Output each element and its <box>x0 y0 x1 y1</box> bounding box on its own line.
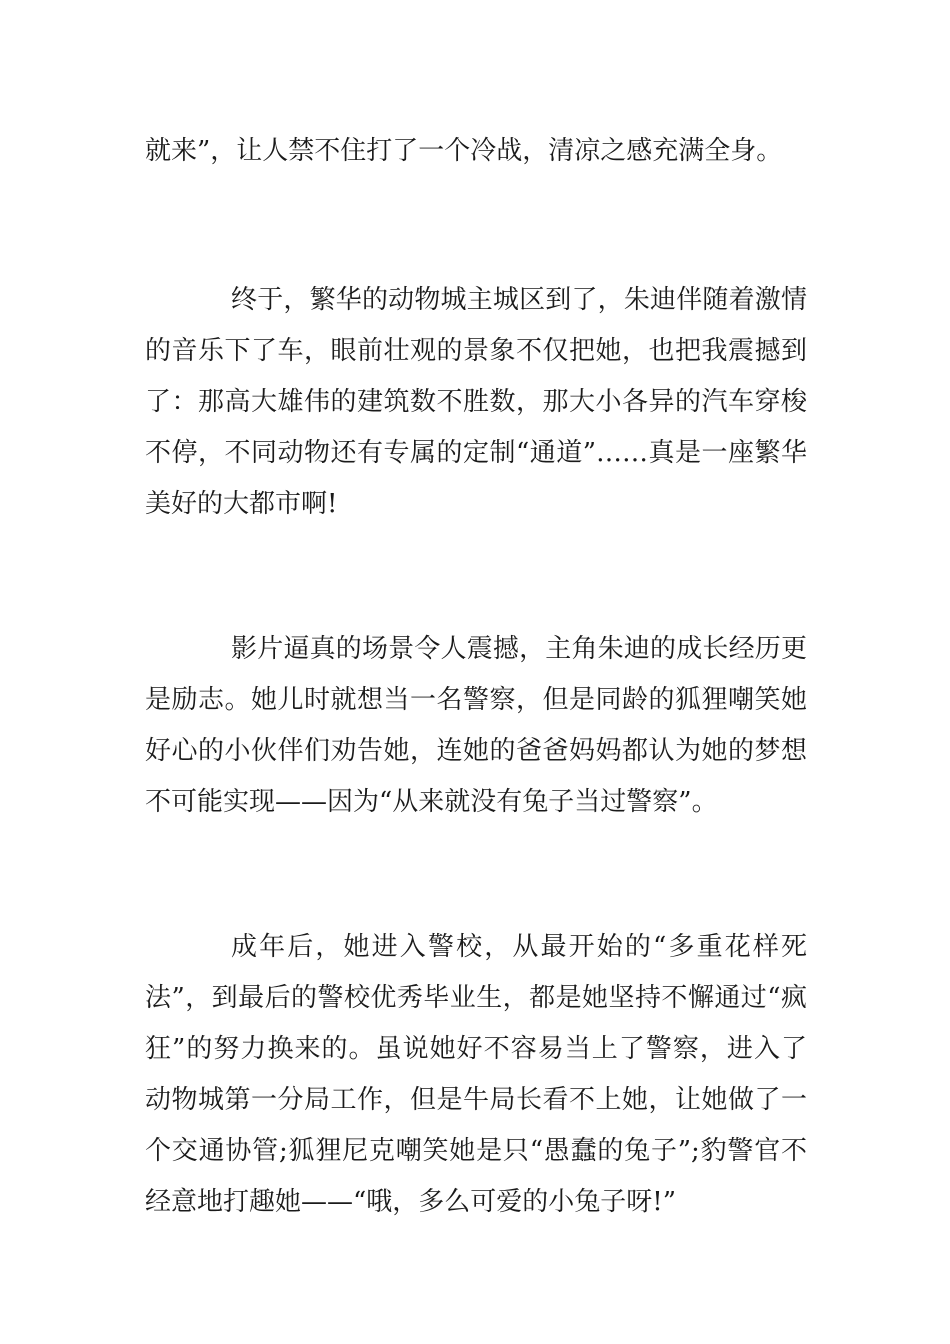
paragraph-judy-childhood: 影片逼真的场景令人震撼，主角朱迪的成长经历更是励志。她儿时就想当一名警察，但是同龄的狐狸嘲笑她好心的小伙伴们劝告她，连她的爸爸妈妈都认为她的梦想不可能实现——因为“从来就没有兔子当过警察”。 <box>145 634 807 817</box>
paragraph-judy-police-career: 成年后，她进入警校，从最开始的“多重花样死法”，到最后的警校优秀毕业生，都是她坚持不懈通过“疯狂”的努力换来的。虽说她好不容易当上了警察，进入了动物城第一分局工作，但是牛局长看不上她，让她做了一个交通协管;狐狸尼克嘲笑她是只“愚蠢的兔子”;豹警官不经意地打趣她——“哦，多么可爱的小兔子呀!” <box>145 932 807 1217</box>
paragraph-city-arrival: 终于，繁华的动物城主城区到了，朱迪伴随着激情的音乐下了车，眼前壮观的景象不仅把她，也把我震撼到了：那高大雄伟的建筑数不胜数，那大小各异的汽车穿梭不停，不同动物还有专属的定制“通道”……真是一座繁华美好的大都市啊! <box>145 285 807 519</box>
paragraph-continuation: 就来”，让人禁不住打了一个冷战，清凉之感充满全身。 <box>145 136 783 166</box>
